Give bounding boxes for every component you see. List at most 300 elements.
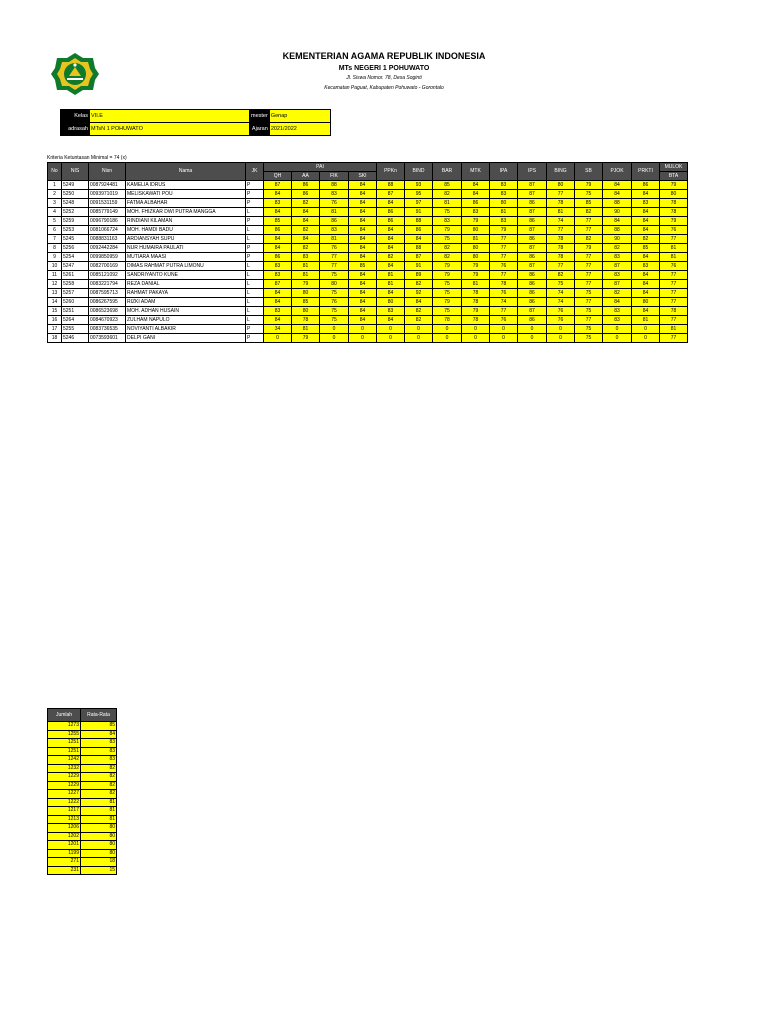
grade-cell[interactable]: 0 [490, 334, 518, 343]
row-number[interactable]: 11 [48, 271, 62, 280]
grade-cell[interactable]: 84 [632, 307, 660, 316]
grade-cell[interactable]: 77 [660, 289, 688, 298]
grade-cell[interactable]: 77 [660, 235, 688, 244]
grade-cell[interactable]: 75 [575, 190, 603, 199]
grade-cell[interactable]: 89 [405, 271, 433, 280]
row-number[interactable]: 1 [48, 181, 62, 190]
tahun-ajaran-value[interactable]: 2021/2022 [269, 123, 330, 136]
rata-rata-cell[interactable]: 83 [81, 747, 117, 756]
semester-value[interactable]: Genap [269, 110, 330, 123]
grade-cell[interactable]: 79 [462, 271, 490, 280]
table-cell[interactable]: L [246, 316, 264, 325]
student-name[interactable]: REZA DANIAL [126, 280, 246, 289]
grade-cell[interactable]: 87 [518, 226, 547, 235]
grade-cell[interactable]: 83 [603, 307, 632, 316]
grade-cell[interactable]: 86 [518, 316, 547, 325]
grade-cell[interactable]: 0 [264, 334, 292, 343]
grade-cell[interactable]: 83 [603, 271, 632, 280]
grade-cell[interactable]: 86 [377, 208, 405, 217]
grade-cell[interactable]: 85 [292, 298, 320, 307]
grade-cell[interactable]: 0 [518, 334, 547, 343]
grade-cell[interactable]: 80 [462, 253, 490, 262]
student-name[interactable]: RIZKI ADAM [126, 298, 246, 307]
grade-cell[interactable]: 88 [377, 181, 405, 190]
grade-cell[interactable]: 88 [405, 217, 433, 226]
table-cell[interactable]: L [246, 208, 264, 217]
grade-cell[interactable]: 78 [547, 199, 575, 208]
grade-cell[interactable]: 86 [292, 190, 320, 199]
grade-cell[interactable]: 76 [490, 316, 518, 325]
grade-cell[interactable]: 84 [377, 226, 405, 235]
grade-cell[interactable]: 74 [547, 289, 575, 298]
grade-cell[interactable]: 81 [320, 235, 349, 244]
grade-cell[interactable]: 76 [660, 226, 688, 235]
grade-cell[interactable]: 81 [320, 208, 349, 217]
table-cell[interactable]: 5259 [62, 217, 89, 226]
student-name[interactable]: KAMELIA IDRUS [126, 181, 246, 190]
rata-rata-cell[interactable]: 84 [81, 730, 117, 739]
grade-cell[interactable]: 82 [603, 289, 632, 298]
grade-cell[interactable]: 82 [632, 235, 660, 244]
grade-cell[interactable]: 80 [292, 289, 320, 298]
grade-cell[interactable]: 84 [349, 190, 377, 199]
grade-cell[interactable]: 80 [462, 244, 490, 253]
grade-cell[interactable]: 83 [603, 253, 632, 262]
grade-cell[interactable]: 82 [603, 244, 632, 253]
grade-cell[interactable]: 81 [433, 199, 462, 208]
row-number[interactable]: 2 [48, 190, 62, 199]
row-number[interactable]: 7 [48, 235, 62, 244]
grade-cell[interactable]: 84 [603, 298, 632, 307]
table-cell[interactable]: 5249 [62, 181, 89, 190]
rata-rata-cell[interactable]: 81 [81, 807, 117, 816]
grade-cell[interactable]: 75 [433, 235, 462, 244]
grade-cell[interactable]: 77 [575, 217, 603, 226]
grade-cell[interactable]: 84 [603, 181, 632, 190]
madrasah-value[interactable]: MTsN 1 POHUWATO [90, 123, 250, 136]
grade-cell[interactable]: 84 [377, 199, 405, 208]
grade-cell[interactable]: 75 [575, 334, 603, 343]
rata-rata-cell[interactable]: 83 [81, 756, 117, 765]
grade-cell[interactable]: 80 [547, 181, 575, 190]
grade-cell[interactable]: 84 [603, 190, 632, 199]
grade-cell[interactable]: 86 [518, 271, 547, 280]
grade-cell[interactable]: 84 [264, 244, 292, 253]
grade-cell[interactable]: 78 [462, 316, 490, 325]
grade-cell[interactable]: 78 [462, 289, 490, 298]
grade-cell[interactable]: 90 [603, 235, 632, 244]
grade-cell[interactable]: 77 [490, 271, 518, 280]
table-cell[interactable]: L [246, 289, 264, 298]
grade-cell[interactable]: 86 [518, 289, 547, 298]
grade-cell[interactable]: 80 [377, 298, 405, 307]
student-name[interactable]: RAHMAT PAKAYA [126, 289, 246, 298]
grade-cell[interactable]: 74 [490, 298, 518, 307]
grade-cell[interactable]: 92 [405, 289, 433, 298]
row-number[interactable]: 6 [48, 226, 62, 235]
grade-cell[interactable]: 0 [405, 334, 433, 343]
grade-cell[interactable]: 78 [660, 208, 688, 217]
grade-cell[interactable]: 86 [518, 280, 547, 289]
grade-cell[interactable]: 84 [349, 280, 377, 289]
table-cell[interactable]: 0084670923 [89, 316, 126, 325]
grade-cell[interactable]: 75 [320, 271, 349, 280]
grade-cell[interactable]: 84 [377, 262, 405, 271]
jumlah-cell[interactable]: 1229 [48, 773, 81, 782]
grade-cell[interactable]: 76 [547, 307, 575, 316]
student-name[interactable]: ARDIANSYAH SUPU [126, 235, 246, 244]
table-cell[interactable]: 5251 [62, 307, 89, 316]
grade-cell[interactable]: 84 [632, 190, 660, 199]
grade-cell[interactable]: 83 [264, 307, 292, 316]
grade-cell[interactable]: 82 [547, 271, 575, 280]
row-number[interactable]: 12 [48, 280, 62, 289]
grade-cell[interactable]: 84 [349, 316, 377, 325]
grade-cell[interactable]: 87 [264, 280, 292, 289]
grade-cell[interactable]: 81 [292, 262, 320, 271]
grade-cell[interactable]: 77 [575, 316, 603, 325]
grade-cell[interactable]: 83 [433, 217, 462, 226]
grade-cell[interactable]: 81 [547, 208, 575, 217]
grade-cell[interactable]: 0 [462, 334, 490, 343]
table-cell[interactable]: L [246, 298, 264, 307]
table-cell[interactable]: 0086267595 [89, 298, 126, 307]
table-cell[interactable]: 0073593601 [89, 334, 126, 343]
grade-cell[interactable]: 87 [377, 190, 405, 199]
grade-cell[interactable]: 86 [377, 217, 405, 226]
grade-cell[interactable]: 79 [462, 262, 490, 271]
grade-cell[interactable]: 0 [377, 325, 405, 334]
grade-cell[interactable]: 83 [320, 190, 349, 199]
grade-cell[interactable]: 81 [292, 271, 320, 280]
table-cell[interactable]: 5256 [62, 244, 89, 253]
jumlah-cell[interactable]: 1251 [48, 747, 81, 756]
grade-cell[interactable]: 82 [292, 244, 320, 253]
student-name[interactable]: MELISKAWATI POU [126, 190, 246, 199]
grade-cell[interactable]: 78 [547, 253, 575, 262]
grade-cell[interactable]: 76 [660, 262, 688, 271]
table-cell[interactable]: P [246, 253, 264, 262]
grade-cell[interactable]: 77 [660, 271, 688, 280]
grade-cell[interactable]: 84 [292, 217, 320, 226]
grade-cell[interactable]: 84 [462, 190, 490, 199]
grade-cell[interactable]: 90 [603, 208, 632, 217]
grade-cell[interactable]: 78 [433, 316, 462, 325]
jumlah-cell[interactable]: 1242 [48, 756, 81, 765]
rata-rata-cell[interactable]: 85 [81, 722, 117, 731]
grade-cell[interactable]: 85 [349, 262, 377, 271]
grade-cell[interactable]: 86 [405, 226, 433, 235]
jumlah-cell[interactable]: 1251 [48, 739, 81, 748]
grade-cell[interactable]: 87 [518, 181, 547, 190]
student-name[interactable]: MOH. FHIZKAR DWI PUTRA MANGGA [126, 208, 246, 217]
grade-cell[interactable]: 78 [547, 244, 575, 253]
grade-cell[interactable]: 0 [632, 334, 660, 343]
grade-cell[interactable]: 79 [462, 307, 490, 316]
grade-cell[interactable]: 77 [575, 271, 603, 280]
grade-cell[interactable]: 0 [349, 325, 377, 334]
grade-cell[interactable]: 79 [433, 298, 462, 307]
grade-cell[interactable]: 77 [547, 226, 575, 235]
student-name[interactable]: MOH. ADHAN HUSAIN [126, 307, 246, 316]
jumlah-cell[interactable]: 1213 [48, 815, 81, 824]
grade-cell[interactable]: 86 [320, 217, 349, 226]
grade-cell[interactable]: 86 [518, 298, 547, 307]
grade-cell[interactable]: 87 [518, 262, 547, 271]
grade-cell[interactable]: 82 [575, 235, 603, 244]
table-cell[interactable]: 5250 [62, 190, 89, 199]
grade-cell[interactable]: 75 [433, 280, 462, 289]
grade-cell[interactable]: 0 [518, 325, 547, 334]
grade-cell[interactable]: 83 [264, 262, 292, 271]
grade-cell[interactable]: 0 [603, 325, 632, 334]
grade-cell[interactable]: 84 [349, 235, 377, 244]
grade-cell[interactable]: 83 [320, 226, 349, 235]
grade-cell[interactable]: 76 [490, 262, 518, 271]
grade-cell[interactable]: 81 [660, 253, 688, 262]
table-cell[interactable]: P [246, 190, 264, 199]
grade-cell[interactable]: 84 [292, 235, 320, 244]
grade-cell[interactable]: 77 [660, 298, 688, 307]
grade-cell[interactable]: 75 [433, 208, 462, 217]
grade-cell[interactable]: 77 [320, 262, 349, 271]
rata-rata-cell[interactable]: 80 [81, 824, 117, 833]
table-cell[interactable]: P [246, 244, 264, 253]
grade-cell[interactable]: 84 [632, 271, 660, 280]
table-cell[interactable]: 5253 [62, 226, 89, 235]
grade-cell[interactable]: 78 [292, 316, 320, 325]
grade-cell[interactable]: 82 [405, 316, 433, 325]
jumlah-cell[interactable]: 1232 [48, 764, 81, 773]
grade-cell[interactable]: 0 [603, 334, 632, 343]
table-cell[interactable]: 0092442284 [89, 244, 126, 253]
grade-cell[interactable]: 82 [405, 280, 433, 289]
grade-cell[interactable]: 81 [632, 316, 660, 325]
grade-cell[interactable]: 85 [632, 244, 660, 253]
grade-cell[interactable]: 93 [405, 181, 433, 190]
row-number[interactable]: 18 [48, 334, 62, 343]
grade-cell[interactable]: 77 [575, 298, 603, 307]
row-number[interactable]: 10 [48, 262, 62, 271]
grade-cell[interactable]: 79 [292, 280, 320, 289]
jumlah-cell[interactable]: 231 [48, 866, 81, 875]
grade-cell[interactable]: 84 [349, 271, 377, 280]
grade-cell[interactable]: 84 [292, 208, 320, 217]
row-number[interactable]: 16 [48, 316, 62, 325]
table-cell[interactable]: 5245 [62, 235, 89, 244]
row-number[interactable]: 15 [48, 307, 62, 316]
grade-cell[interactable]: 0 [433, 325, 462, 334]
grade-cell[interactable]: 87 [405, 253, 433, 262]
jumlah-cell[interactable]: 271 [48, 858, 81, 867]
student-name[interactable]: DIMAS RAHMAT PUTRA LIMONU [126, 262, 246, 271]
jumlah-cell[interactable]: 1227 [48, 790, 81, 799]
grade-cell[interactable]: 84 [632, 226, 660, 235]
student-name[interactable]: FATMA ALBAHAR [126, 199, 246, 208]
table-cell[interactable]: L [246, 235, 264, 244]
table-cell[interactable]: P [246, 181, 264, 190]
grade-cell[interactable]: 77 [490, 244, 518, 253]
grade-cell[interactable]: 75 [320, 316, 349, 325]
grade-cell[interactable]: 86 [518, 235, 547, 244]
kelas-value[interactable]: VII.E [90, 110, 250, 123]
table-cell[interactable]: L [246, 262, 264, 271]
grade-cell[interactable]: 87 [518, 307, 547, 316]
row-number[interactable]: 4 [48, 208, 62, 217]
grade-cell[interactable]: 84 [603, 217, 632, 226]
grade-cell[interactable]: 75 [575, 325, 603, 334]
grade-cell[interactable]: 88 [320, 181, 349, 190]
jumlah-cell[interactable]: 1255 [48, 730, 81, 739]
grade-cell[interactable]: 78 [462, 298, 490, 307]
grade-cell[interactable]: 74 [547, 298, 575, 307]
grade-cell[interactable]: 0 [632, 325, 660, 334]
rata-rata-cell[interactable]: 81 [81, 815, 117, 824]
grade-cell[interactable]: 83 [632, 262, 660, 271]
grade-cell[interactable]: 84 [264, 190, 292, 199]
grade-cell[interactable]: 87 [603, 262, 632, 271]
grade-cell[interactable]: 87 [264, 181, 292, 190]
table-cell[interactable]: 5255 [62, 325, 89, 334]
rata-rata-cell[interactable]: 82 [81, 764, 117, 773]
grade-cell[interactable]: 84 [264, 289, 292, 298]
grade-cell[interactable]: 81 [660, 325, 688, 334]
grade-cell[interactable]: 81 [660, 244, 688, 253]
grade-cell[interactable]: 85 [264, 217, 292, 226]
rata-rata-cell[interactable]: 80 [81, 832, 117, 841]
grade-cell[interactable]: 86 [292, 181, 320, 190]
grade-cell[interactable]: 79 [490, 226, 518, 235]
table-cell[interactable]: L [246, 280, 264, 289]
table-cell[interactable]: 0085121092 [89, 271, 126, 280]
grade-cell[interactable]: 77 [575, 280, 603, 289]
grade-cell[interactable]: 79 [462, 217, 490, 226]
grade-cell[interactable]: 77 [660, 334, 688, 343]
grade-cell[interactable]: 84 [349, 226, 377, 235]
grade-cell[interactable]: 0 [433, 334, 462, 343]
grade-cell[interactable]: 82 [292, 199, 320, 208]
grade-cell[interactable]: 80 [490, 199, 518, 208]
grade-cell[interactable]: 83 [632, 199, 660, 208]
row-number[interactable]: 3 [48, 199, 62, 208]
grade-cell[interactable]: 77 [660, 280, 688, 289]
grade-cell[interactable]: 87 [518, 208, 547, 217]
table-cell[interactable]: 0082700169 [89, 262, 126, 271]
row-number[interactable]: 14 [48, 298, 62, 307]
grade-cell[interactable]: 76 [320, 298, 349, 307]
grade-cell[interactable]: 77 [547, 262, 575, 271]
table-cell[interactable]: P [246, 325, 264, 334]
jumlah-cell[interactable]: 1201 [48, 841, 81, 850]
grade-cell[interactable]: 86 [632, 181, 660, 190]
grade-cell[interactable]: 76 [320, 244, 349, 253]
table-cell[interactable]: L [246, 307, 264, 316]
grade-cell[interactable]: 81 [377, 280, 405, 289]
grade-cell[interactable]: 82 [433, 244, 462, 253]
grade-cell[interactable]: 81 [377, 271, 405, 280]
grade-cell[interactable]: 86 [518, 217, 547, 226]
grade-cell[interactable]: 84 [632, 253, 660, 262]
grade-cell[interactable]: 84 [349, 253, 377, 262]
table-cell[interactable]: 0096790186 [89, 217, 126, 226]
grade-cell[interactable]: 75 [433, 307, 462, 316]
grade-cell[interactable]: 75 [320, 289, 349, 298]
table-cell[interactable]: 5248 [62, 199, 89, 208]
rata-rata-cell[interactable]: 82 [81, 781, 117, 790]
student-name[interactable]: MUTIARA MAASI [126, 253, 246, 262]
grade-cell[interactable]: 77 [547, 190, 575, 199]
table-cell[interactable]: L [246, 271, 264, 280]
grade-cell[interactable]: 0 [490, 325, 518, 334]
grade-cell[interactable]: 84 [377, 316, 405, 325]
grade-cell[interactable]: 86 [264, 253, 292, 262]
grade-cell[interactable]: 87 [518, 244, 547, 253]
grade-cell[interactable]: 86 [264, 226, 292, 235]
grade-cell[interactable]: 81 [462, 280, 490, 289]
grade-cell[interactable]: 79 [433, 226, 462, 235]
grade-cell[interactable]: 84 [377, 289, 405, 298]
table-cell[interactable]: 5258 [62, 280, 89, 289]
grade-cell[interactable]: 83 [462, 208, 490, 217]
grade-cell[interactable]: 34 [264, 325, 292, 334]
grade-cell[interactable]: 80 [660, 190, 688, 199]
grade-cell[interactable]: 80 [462, 226, 490, 235]
grade-cell[interactable]: 84 [632, 289, 660, 298]
table-cell[interactable]: 5246 [62, 334, 89, 343]
grade-cell[interactable]: 79 [433, 262, 462, 271]
student-name[interactable]: NUR HUMAIRA PAULATI [126, 244, 246, 253]
grade-cell[interactable]: 81 [292, 325, 320, 334]
grade-cell[interactable]: 83 [603, 316, 632, 325]
grade-cell[interactable]: 84 [349, 199, 377, 208]
grade-cell[interactable]: 84 [349, 244, 377, 253]
grade-cell[interactable]: 84 [632, 217, 660, 226]
table-cell[interactable]: 5252 [62, 208, 89, 217]
grade-cell[interactable]: 82 [377, 253, 405, 262]
jumlah-cell[interactable]: 1273 [48, 722, 81, 731]
grade-cell[interactable]: 84 [264, 316, 292, 325]
table-cell[interactable]: P [246, 217, 264, 226]
grade-cell[interactable]: 82 [433, 253, 462, 262]
grade-cell[interactable]: 84 [349, 217, 377, 226]
table-cell[interactable]: 0099850959 [89, 253, 126, 262]
table-cell[interactable]: 0088831163 [89, 235, 126, 244]
grade-cell[interactable]: 86 [518, 253, 547, 262]
student-name[interactable]: MOH. HAMDI BADU [126, 226, 246, 235]
grade-cell[interactable]: 87 [518, 190, 547, 199]
rata-rata-cell[interactable]: 80 [81, 849, 117, 858]
grade-cell[interactable]: 77 [575, 262, 603, 271]
table-cell[interactable]: 0086523698 [89, 307, 126, 316]
grade-cell[interactable]: 80 [292, 307, 320, 316]
grade-cell[interactable]: 0 [320, 325, 349, 334]
grade-cell[interactable]: 83 [377, 307, 405, 316]
table-cell[interactable]: 5257 [62, 289, 89, 298]
table-cell[interactable]: 0091531159 [89, 199, 126, 208]
grade-cell[interactable]: 0 [547, 334, 575, 343]
table-cell[interactable]: 0081066724 [89, 226, 126, 235]
grade-cell[interactable]: 0 [377, 334, 405, 343]
grade-cell[interactable]: 91 [405, 262, 433, 271]
row-number[interactable]: 13 [48, 289, 62, 298]
grade-cell[interactable]: 84 [349, 208, 377, 217]
grade-cell[interactable]: 84 [264, 208, 292, 217]
student-name[interactable]: RINDIANI KILAMAN [126, 217, 246, 226]
grade-cell[interactable]: 77 [490, 307, 518, 316]
rata-rata-cell[interactable]: 80 [81, 841, 117, 850]
student-name[interactable]: DELPI GANI [126, 334, 246, 343]
row-number[interactable]: 5 [48, 217, 62, 226]
